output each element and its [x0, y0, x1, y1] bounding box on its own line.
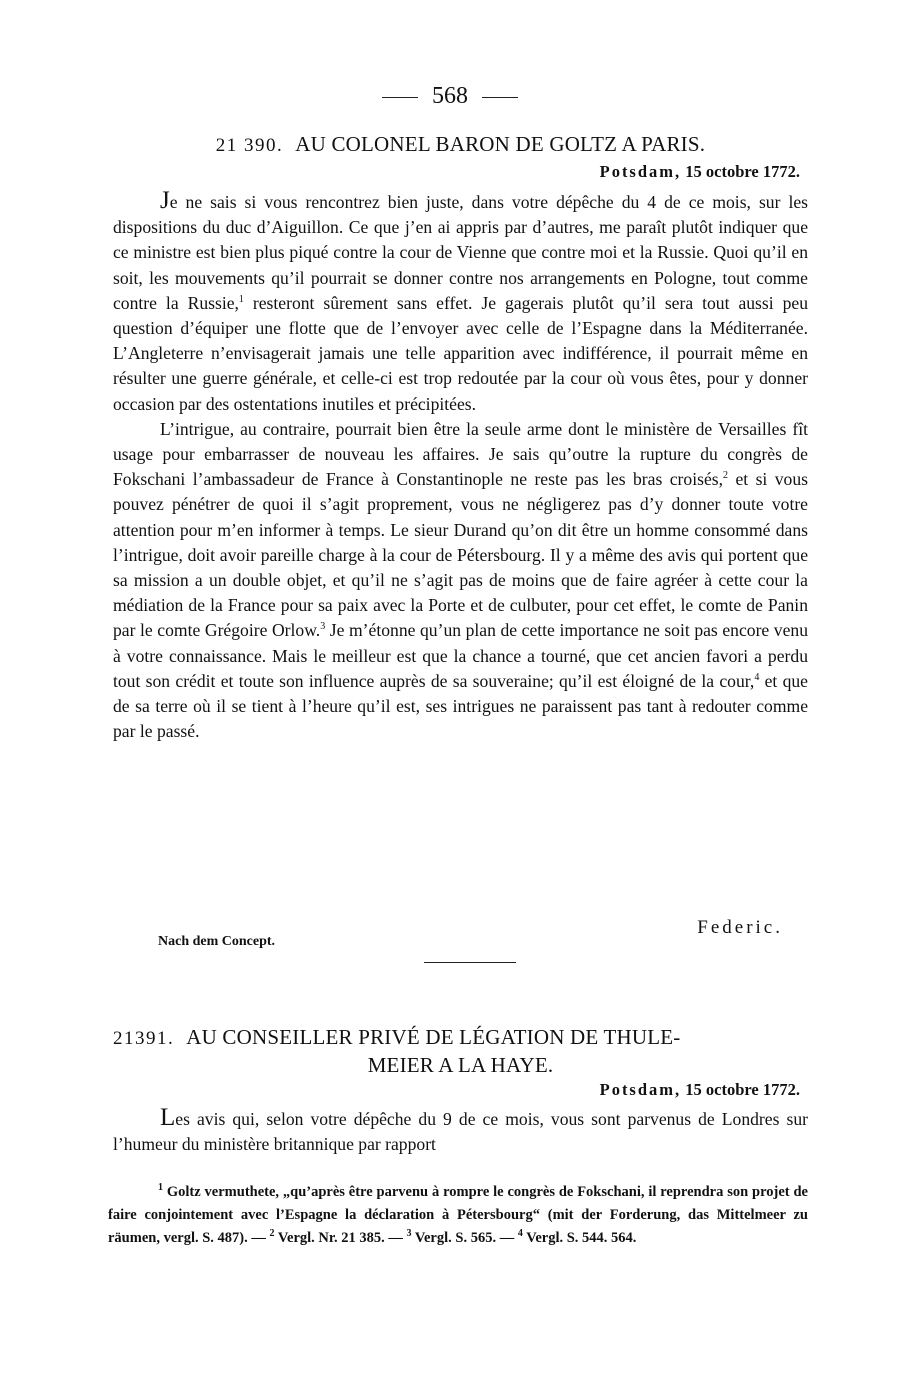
letter2-p1-text: es avis qui, selon votre dépêche du 9 de ce mois, vous sont parvenus de Londres sur l’humeur du ministère britannique par rapport: [113, 1109, 808, 1155]
letter2-body: [113, 1104, 808, 1157]
letter2-place: Potsdam,: [599, 1080, 682, 1099]
footnote-ref-3: 3: [320, 621, 326, 633]
footnotes: [108, 1181, 808, 1250]
footnote-mark-2: 2: [269, 1228, 275, 1240]
letter1-p2-text-b: et si vous pouvez pénétrer de quoi il s’agit proprement, vous ne négligerez pas d’y donner toute votre attention pour m’en informer à temps. Le sieur Durand qu’on dit être un homme consommé dans l’intrigue, doit avoir pareille charge à la cour de Pétersbourg. Il y a même des avis qui portent que sa mission a un double objet, et qu’il ne s’agit pas de moins que de faire agréer à cette cour la médiation de la France pour sa paix avec la Porte et de culbuter, pour cet effet, le comte de Panin par le comte Grégoire Orlow.: [113, 469, 808, 641]
page-number: [0, 82, 900, 110]
letter2-title-line-1: AU CONSEILLER PRIVÉ DE LÉGATION DE THULE-: [186, 1025, 681, 1049]
letter1-title: AU COLONEL BARON DE GOLTZ A PARIS.: [295, 132, 706, 156]
letter2-heading-line-1: [113, 1024, 808, 1052]
footnote-text-1: Goltz vermuthete, „qu’après être parvenu à rompre le congrès de Fokschani, il reprendra son projet de faire conjointement avec l’Espagne la déclaration à Pétersbourg“ (mit der Forderung, das Mittelmeer zu räumen, vergl. S. 487). —: [108, 1184, 808, 1246]
letter1-p2-text-c: Je m’étonne qu’un plan de cette importance ne soit pas encore venu à votre connaissance. Mais le meilleur est que la chance a tourné, que cet ancien favori a perdu tout son crédit et toute son influence auprès de sa souveraine; qu’il est éloigné de la cour,: [113, 620, 809, 691]
letter1-date: 15 octobre 1772.: [685, 162, 800, 181]
letter1-p2-text-a: L’intrigue, au contraire, pourrait bien être la seule arme dont le ministère de Versailles fît usage pour embarrasser de nouveau les affaires. Je sais qu’outre la rupture du congrès de Fokschani l’ambassadeur de France à Constantinople ne reste pas les bras croisés,: [113, 418, 808, 490]
footnote-ref-2: 2: [723, 470, 728, 482]
footnote-mark-1: 1: [158, 1182, 163, 1194]
letter2-heading: [113, 1024, 808, 1078]
letter2-dropcap: L: [160, 1104, 176, 1131]
letter1-p2-text-d: et que de sa terre où il se tient à l’heure qu’il est, ses intrigues ne paraissent pas tant à redouter comme par le passé.: [113, 670, 808, 742]
letter1-dateline: [600, 161, 800, 183]
letter1-heading: [113, 131, 808, 159]
letter2-dateline: [600, 1079, 800, 1101]
source-note: Nach dem Concept.: [158, 934, 276, 949]
footnote-ref-1: 1: [238, 293, 244, 305]
letter1-p1-text: e ne sais si vous rencontrez bien juste, dans votre dépêche du 4 de ce mois, sur les dispositions du duc d’Aiguillon. Ce que j’en ai appris par d’autres, me paraît plutôt indiquer que ce ministre est bien plus piqué contre la cour de Vienne que contre moi et la Russie. Quoi qu’il en soit, les mouvements qu’il pourrait se donner contre nos arrangements en Pologne, tout comme contre la Russie,: [113, 192, 808, 313]
letter2-date: 15 octobre 1772.: [685, 1080, 800, 1099]
letter1-place: Potsdam,: [599, 162, 682, 181]
letter1-paragraph-1: [113, 187, 809, 417]
letter2-paragraph-1: [113, 1104, 808, 1157]
signature: Federic.: [697, 917, 783, 938]
letter1-paragraph-2: [113, 417, 808, 745]
footnote-text-2: Vergl. Nr. 21 385. —: [274, 1230, 407, 1246]
letter1-body: [113, 187, 809, 744]
footnote-text-4: Vergl. S. 544. 564.: [522, 1230, 637, 1246]
footnote-mark-3: 3: [406, 1228, 412, 1240]
letter1-dropcap: J: [160, 187, 170, 214]
letter2-title-line-2: MEIER A LA HAYE.: [367, 1053, 554, 1077]
letter1-number: 21 390.: [215, 135, 284, 156]
letter2-number: 21391.: [113, 1028, 175, 1049]
page-number-text: 568: [432, 83, 468, 109]
footnote-mark-4: 4: [517, 1228, 523, 1240]
footnote-ref-4: 4: [754, 672, 760, 683]
page-number-dash-right: [482, 97, 518, 98]
footnote-text-3: Vergl. S. 565. —: [411, 1230, 518, 1246]
section-divider: [424, 962, 516, 963]
page-number-dash-left: [382, 97, 418, 98]
letter1-p1-text-end: resteront sûrement sans effet. Je gagerais plutôt qu’il sera tout aussi peu question d’équiper une flotte que de l’envoyer avec celle de l’Espagne dans la Méditerranée. L’Angleterre n’envisagerait jamais une telle apparition avec indifférence, il pourrait même en résulter une guerre générale, et celle-ci est trop redoutée par la cour où vous êtes, pour y donner occasion par des ostentations inutiles et précipitées.: [113, 292, 809, 414]
